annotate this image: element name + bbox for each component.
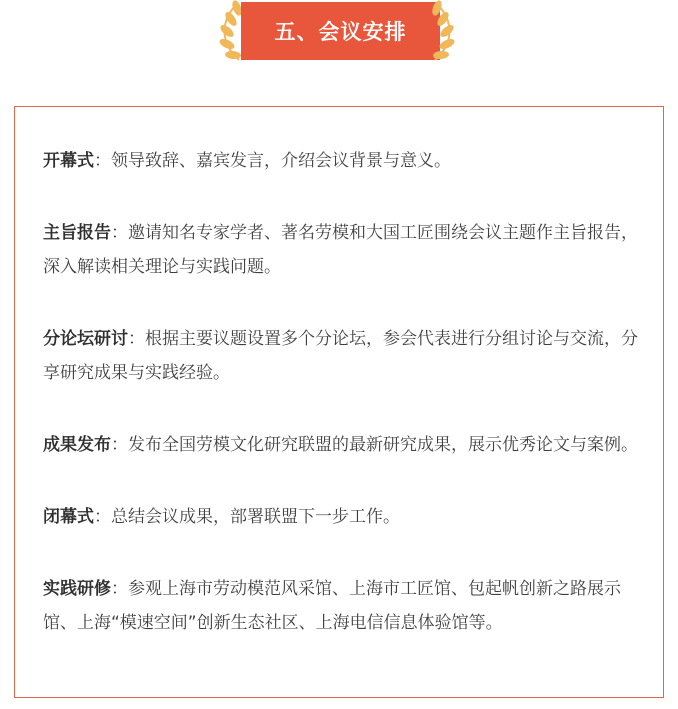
agenda-list (43, 144, 641, 678)
agenda-item-label: 成果发布 (43, 435, 111, 455)
section-header (0, 0, 678, 70)
agenda-item-closing (43, 500, 641, 534)
agenda-item-label: 闭幕式 (43, 507, 94, 527)
laurel-right-icon (427, 0, 461, 64)
agenda-item-label: 主旨报告 (43, 223, 111, 243)
page-title: 五、会议安排 (241, 2, 440, 60)
agenda-item-text: ：发布全国劳模文化研究联盟的最新研究成果，展示优秀论文与案例。 (111, 435, 638, 455)
agenda-item-label: 实践研修 (43, 579, 111, 599)
agenda-item-text: ：邀请知名专家学者、著名劳模和大国工匠围绕会议主题作主旨报告，深入解读相关理论与实践问题。 (43, 223, 638, 277)
agenda-item-keynote (43, 216, 641, 284)
agenda-item-text: ：根据主要议题设置多个分论坛，参会代表进行分组讨论与交流，分享研究成果与实践经验。 (43, 329, 638, 383)
agenda-item-text: ：总结会议成果，部署联盟下一步工作。 (94, 507, 400, 527)
agenda-item-opening (43, 144, 641, 178)
agenda-item-text: ：领导致辞、嘉宾发言，介绍会议背景与意义。 (94, 151, 451, 171)
agenda-item-results (43, 428, 641, 462)
agenda-item-label: 开幕式 (43, 151, 94, 171)
agenda-item-text: ：参观上海市劳动模范风采馆、上海市工匠馆、包起帆创新之路展示馆、上海“模速空间”创新生态社区、上海电信信息体验馆等。 (43, 579, 621, 633)
agenda-item-practice (43, 572, 641, 640)
agenda-item-label: 分论坛研讨 (43, 329, 128, 349)
agenda-item-forum (43, 322, 641, 390)
agenda-card (14, 106, 664, 698)
